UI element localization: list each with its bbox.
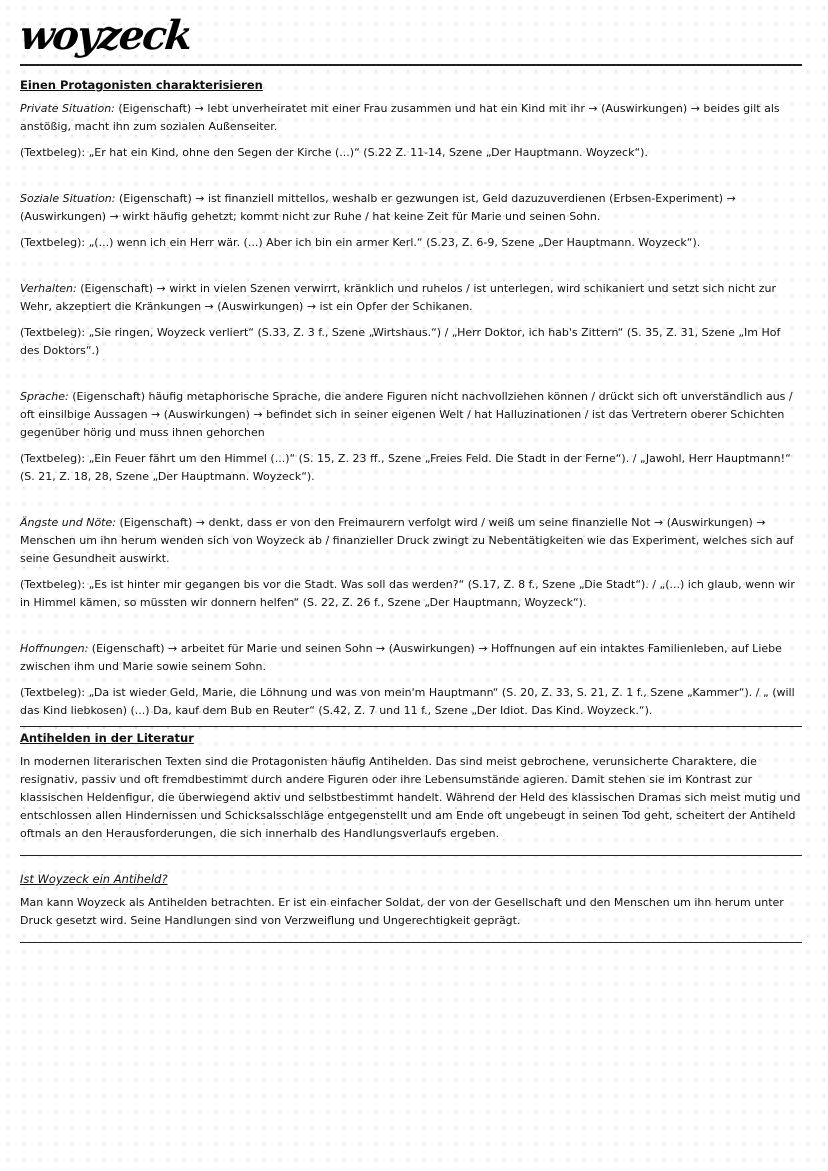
section-divider xyxy=(20,855,802,856)
trait-block-private xyxy=(20,100,802,162)
trait-evidence: (Textbeleg): „(...) wenn ich ein Herr wär. (...) Aber ich bin ein armer Kerl.“ (S.23, Z. 6-9, Szene „Der Hauptmann. Woyzeck“). xyxy=(20,236,701,249)
trait-paragraph xyxy=(20,280,802,316)
title-divider xyxy=(20,64,802,66)
section-heading-antiheroes: Antihelden in der Literatur xyxy=(20,731,194,745)
trait-text: (Eigenschaft) → lebt unverheiratet mit einer Frau zusammen und hat ein Kind mit ihr → (Auswirkungen) → beides gilt als anstößig, macht ihn zum sozialen Außenseiter. xyxy=(20,102,780,133)
section-heading-characterize: Einen Protagonisten charakterisieren xyxy=(20,78,263,92)
trait-label: Hoffnungen: xyxy=(20,642,89,655)
section-divider xyxy=(20,942,802,943)
woyzeck-antihero-paragraph: Man kann Woyzeck als Antihelden betrachten. Er ist ein einfacher Soldat, der von der Gesellschaft und den Menschen um ihn herum unter Druck gesetzt wird. Seine Handlungen sind von Verzweiflung und Ungerechtigkeit geprägt. xyxy=(20,896,784,927)
trait-text: (Eigenschaft) → denkt, dass er von den Freimaurern verfolgt wird / weiß um seine finanzielle Not → (Auswirkungen) → Menschen um ihn herum wenden sich von Woyzeck ab / finanzieller Druck zwingt zu Nebentätigkeiten wie das Experiment, welches sich auf seine Gesundheit auswirkt. xyxy=(20,516,794,565)
trait-evidence: (Textbeleg): „Ein Feuer fährt um den Himmel (...)“ (S. 15, Z. 23 ff., Szene „Freies Feld. Die Stadt in der Ferne“). / „Jawohl, Herr Hauptmann!“ (S. 21, Z. 18, 28, Szene „Der Hauptmann. Woyzeck“). xyxy=(20,452,791,483)
section-heading-woyzeck-antihero: Ist Woyzeck ein Antiheld? xyxy=(20,872,168,886)
trait-label: Verhalten: xyxy=(20,282,77,295)
trait-block-social xyxy=(20,190,802,252)
trait-paragraph xyxy=(20,640,802,676)
trait-text: (Eigenschaft) → wirkt in vielen Szenen verwirrt, kränklich und ruhelos / ist unterlegen, wird schikaniert und setzt sich nicht zur Wehr, akzeptiert die Kränkungen → (Auswirkungen) → ist ein Opfer der Schikanen. xyxy=(20,282,776,313)
trait-evidence: (Textbeleg): „Er hat ein Kind, ohne den Segen der Kirche (...)“ (S.22 Z. 11-14, Szene „Der Hauptmann. Woyzeck“). xyxy=(20,146,648,159)
trait-paragraph xyxy=(20,514,802,568)
trait-label: Private Situation: xyxy=(20,102,115,115)
trait-block-hopes xyxy=(20,640,802,720)
trait-label: Soziale Situation: xyxy=(20,192,116,205)
antiheroes-paragraph: In modernen literarischen Texten sind die Protagonisten häufig Antihelden. Das sind meist gebrochene, verunsicherte Charaktere, die resignativ, passiv und oft fremdbestimmt durch andere Figuren oder ihre Lebensumstände agieren. Damit stehen sie im Kontrast zur klassischen Heldenfigur, die überwiegend aktiv und selbstbestimmt handelt. Während der Held des klassischen Dramas sich meist mutig und entschlossen allen Hindernissen und Schicksalsschläge entgegenstellt und am Ende oft ungebeugt in seinen Tod geht, scheitert der Antiheld oftmals an den Herausforderungen, die sich innerhalb des Handlungsverlaufs ergeben. xyxy=(20,755,801,840)
trait-label: Sprache: xyxy=(20,390,69,403)
trait-text: (Eigenschaft) → ist finanziell mittellos, weshalb er gezwungen ist, Geld dazuzuverdienen (Erbsen-Experiment) → (Auswirkungen) → wirkt häufig gehetzt; kommt nicht zur Ruhe / hat keine Zeit für Marie und seinen Sohn. xyxy=(20,192,736,223)
trait-paragraph xyxy=(20,100,802,136)
trait-label: Ängste und Nöte: xyxy=(20,516,116,529)
trait-block-behavior xyxy=(20,280,802,360)
document-page xyxy=(17,12,802,943)
trait-block-fears xyxy=(20,514,802,612)
trait-evidence: (Textbeleg): „Es ist hinter mir gegangen bis vor die Stadt. Was soll das werden?“ (S.17, Z. 8 f., Szene „Die Stadt“). / „(...) ich glaub, wenn wir in Himmel kämen, so müssten wir donnern helfen“ (S. 22, Z. 26 f., Szene „Der Hauptmann, Woyzeck“). xyxy=(20,578,795,609)
trait-block-language xyxy=(20,388,802,486)
trait-text: (Eigenschaft) → arbeitet für Marie und seinen Sohn → (Auswirkungen) → Hoffnungen auf ein intaktes Familienleben, auf Liebe zwischen ihm und Marie sowie seinem Sohn. xyxy=(20,642,782,673)
trait-paragraph xyxy=(20,388,802,442)
trait-evidence: (Textbeleg): „Sie ringen, Woyzeck verliert“ (S.33, Z. 3 f., Szene „Wirtshaus.“) / „Herr Doktor, ich hab's Zittern“ (S. 35, Z. 31, Szene „Im Hof des Doktors“.) xyxy=(20,326,781,357)
trait-text: (Eigenschaft) häufig metaphorische Sprache, die andere Figuren nicht nachvollziehen können / drückt sich oft unverständlich aus / oft einsilbige Aussagen → (Auswirkungen) → befindet sich in seiner eigenen Welt / hat Halluzinationen / ist das Vertretern oberer Schichten gegenüber hörig und muss ihnen gehorchen xyxy=(20,390,793,439)
document-title-logo: woyzeck xyxy=(17,12,194,59)
trait-evidence: (Textbeleg): „Da ist wieder Geld, Marie, die Löhnung und was von mein'm Hauptmann“ (S. 20, Z. 33, S. 21, Z. 1 f., Szene „Kammer“). / „ (will das Kind liebkosen) (...) Da, kauf dem Bub en Reuter“ (S.42, Z. 7 und 11 f., Szene „Der Idiot. Das Kind. Woyzeck.“). xyxy=(20,686,795,717)
section-divider xyxy=(20,726,802,727)
trait-paragraph xyxy=(20,190,802,226)
